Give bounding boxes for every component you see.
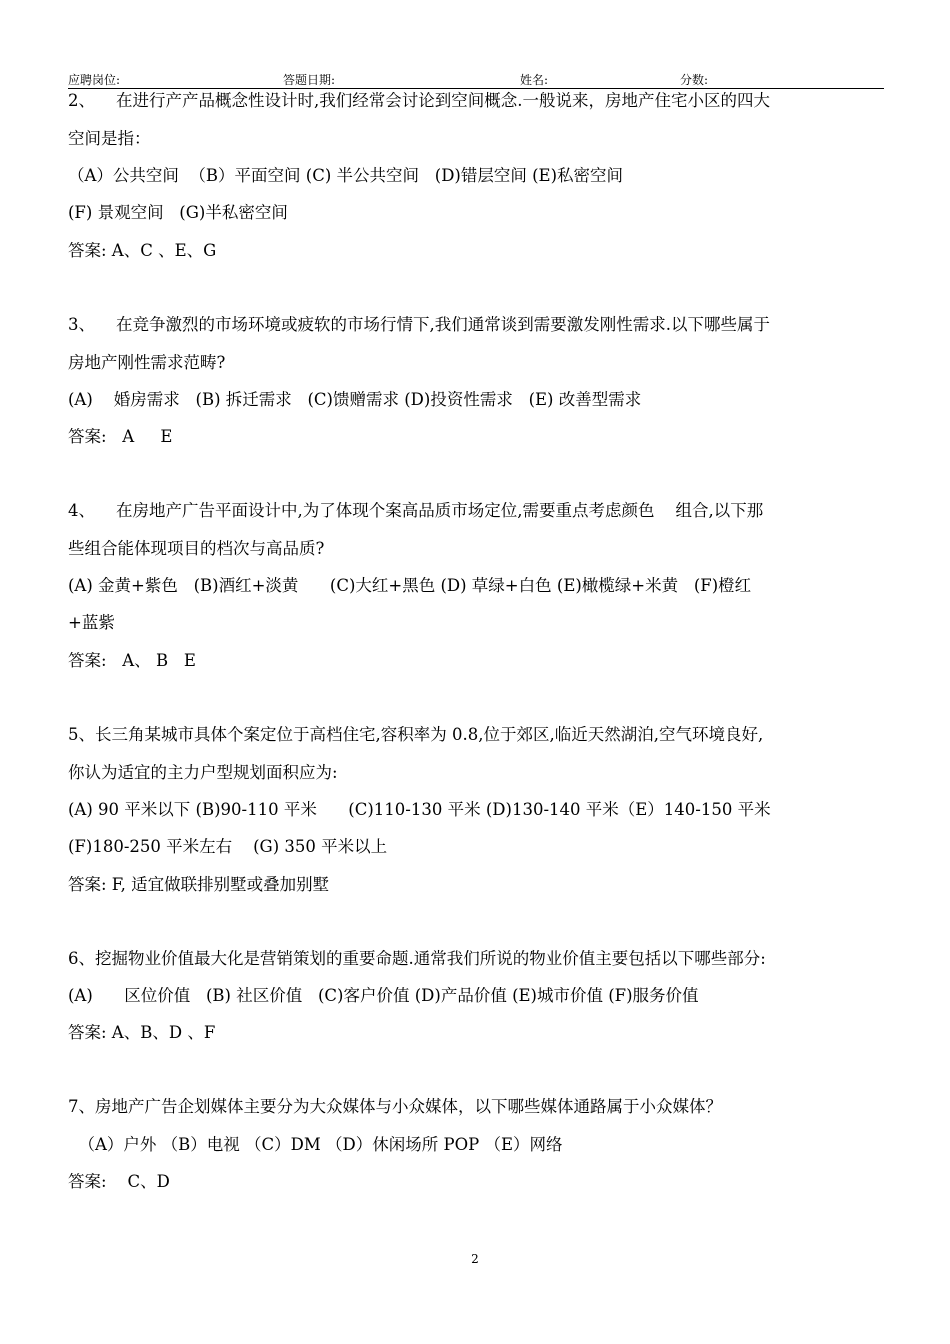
- question-2-answer: 答案: A、C 、E、G: [68, 241, 217, 260]
- question-4-options-2: +蓝紫: [68, 613, 115, 632]
- page-number: 2: [471, 1252, 479, 1266]
- question-4-line-1: 4、 在房地产广告平面设计中,为了体现个案高品质市场定位,需要重点考虑颜色 组合,以下那: [68, 501, 764, 520]
- question-2-line-1: 2、 在进行产产品概念性设计时,我们经常会讨论到空间概念.一般说来，房地产住宅小区的四大: [68, 91, 770, 110]
- question-4-line-2: 些组合能体现项目的档次与高品质?: [68, 539, 325, 558]
- question-3-line-1: 3、 在竞争激烈的市场环境或疲软的市场行情下,我们通常谈到需要激发刚性需求.以下哪些属于: [68, 315, 770, 334]
- question-6-answer: 答案: A、B、D 、F: [68, 1023, 216, 1042]
- date-label: 答题日期:: [283, 73, 336, 87]
- question-7-line-1: 7、房地产广告企划媒体主要分为大众媒体与小众媒体，以下哪些媒体通路属于小众媒体？: [68, 1097, 722, 1116]
- question-3-answer: 答案: A E: [68, 427, 173, 446]
- question-2-options-1: （A）公共空间 （B）平面空间 (C) 半公共空间 (D)错层空间 (E)私密空间: [68, 166, 624, 185]
- question-2-line-2: 空间是指：: [68, 129, 151, 148]
- question-2-options-2: (F) 景观空间 (G)半私密空间: [68, 203, 288, 222]
- score-label: 分数:: [680, 73, 709, 87]
- question-7-options: （A）户外 （B）电视 （C）DM （D）休闲场所 POP （E）网络: [68, 1135, 563, 1154]
- question-5-line-2: 你认为适宜的主力户型规划面积应为:: [68, 763, 338, 782]
- question-4-answer: 答案: A、 B E: [68, 651, 196, 670]
- position-label: 应聘岗位:: [68, 73, 121, 87]
- question-5-answer: 答案: F, 适宜做联排别墅或叠加别墅: [68, 875, 330, 894]
- exam-header: [68, 70, 884, 89]
- question-3-line-2: 房地产刚性需求范畴?: [68, 353, 226, 372]
- question-3-options: (A) 婚房需求 (B) 拆迁需求 (C)馈赠需求 (D)投资性需求 (E) 改善型需求: [68, 390, 642, 409]
- question-4-options-1: (A) 金黄+紫色 (B)酒红+淡黄 (C)大红+黑色 (D) 草绿+白色 (E)橄榄绿+米黄 (F)橙红: [68, 576, 752, 595]
- question-7-answer: 答案: C、D: [68, 1172, 170, 1191]
- question-6-line-1: 6、挖掘物业价值最大化是营销策划的重要命题.通常我们所说的物业价值主要包括以下哪些部分:: [68, 949, 766, 968]
- question-5-options-2: (F)180-250 平米左右 (G) 350 平米以上: [68, 837, 388, 856]
- question-5-line-1: 5、长三角某城市具体个案定位于高档住宅,容积率为 0.8,位于郊区,临近天然湖泊,空气环境良好,: [68, 725, 764, 744]
- name-label: 姓名:: [520, 73, 549, 87]
- question-6-options: (A) 区位价值 (B) 社区价值 (C)客户价值 (D)产品价值 (E)城市价值 (F)服务价值: [68, 986, 699, 1005]
- question-5-options-1: (A) 90 平米以下 (B)90-110 平米 (C)110-130 平米 (D)130-140 平米（E）140-150 平米: [68, 800, 771, 819]
